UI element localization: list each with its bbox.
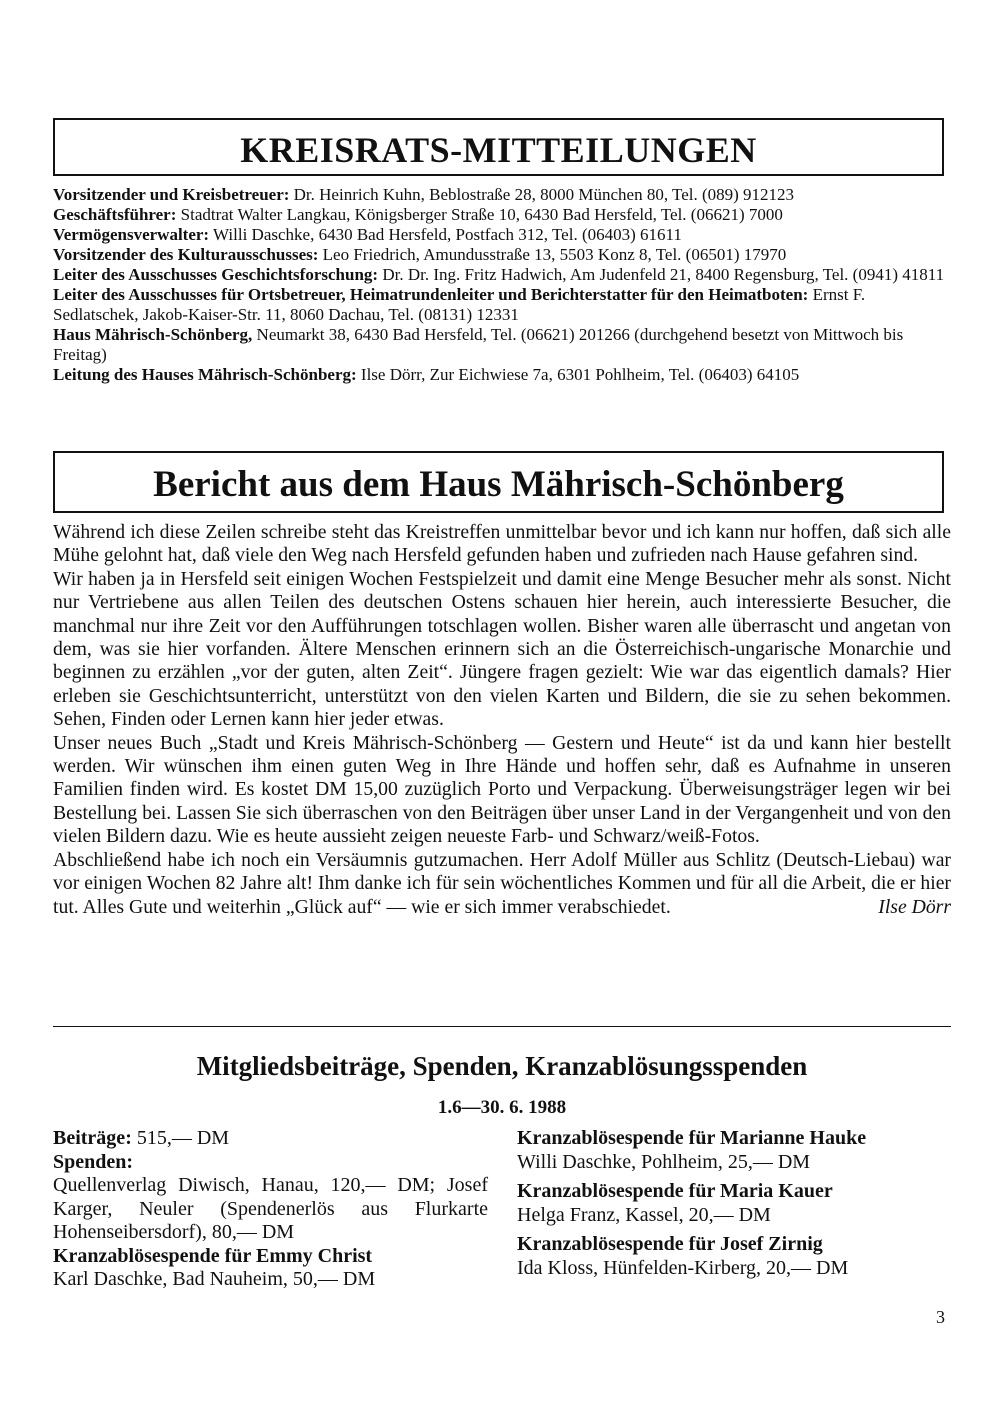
beitraege-line [53,1127,488,1151]
kranz-heading-text: Kranzablösespende für Marianne Hauke [517,1127,867,1149]
contact-text: Neumarkt 38, 6430 Bad Hersfeld, Tel. (06621) 201266 (durchgehend besetzt von Mittwoch bis Freitag) [53,325,904,364]
contact-text: Willi Daschke, 6430 Bad Hersfeld, Postfach 312, Tel. (06403) 61611 [213,225,682,244]
contact-role: Leiter des Ausschusses Geschichtsforschung: [53,265,379,284]
kranz-heading [517,1233,957,1257]
signature: Ilse Dörr [878,895,951,918]
article-title: Bericht aus dem Haus Mährisch-Schönberg [153,463,844,505]
contact-entry [53,205,953,225]
kranz-heading-text: Kranzablösespende für Emmy Christ [53,1244,373,1267]
contact-entry [53,325,953,365]
beitraege-value: 515,— DM [136,1127,230,1149]
beitraege-label: Beiträge: [53,1127,132,1149]
kranz-text: Willi Daschke, Pohlheim, 25,— DM [517,1150,811,1173]
spenden-text: Quellenverlag Diwisch, Hanau, 120,— DM; Josef Karger, Neuler (Spendenerlös aus Flurkarte Hohenseibersdorf), 80,— DM [53,1174,488,1243]
spenden-label: Spenden: [53,1150,134,1173]
section-header-bericht [53,451,944,513]
donations-left-column [53,1127,488,1292]
kranz-text: Ida Kloss, Hünfelden-Kirberg, 20,— DM [517,1256,849,1279]
contact-entry [53,285,953,325]
kranz-text: Helga Franz, Kassel, 20,— DM [517,1203,771,1226]
donations-right-column [517,1127,957,1280]
article-paragraph-text: Abschließend habe ich noch ein Versäumnis gutzumachen. Herr Adolf Müller aus Schlitz (Deutsch-Liebau) war vor einigen Wochen 82 Jahre alt! Ihm danke ich für sein wöchentliches Kommen und für all die Arbeit, die er hier tut. Alles Gute und weiterhin „Glück auf“ — wie er sich immer verabschiedet. [53,848,951,918]
contact-entry [53,225,953,245]
contact-entry [53,265,953,285]
page-title: KREISRATS-MITTEILUNGEN [240,130,757,170]
kranz-text: Karl Daschke, Bad Nauheim, 50,— DM [53,1268,376,1290]
contact-text: Stadtrat Walter Langkau, Königsberger Straße 10, 6430 Bad Hersfeld, Tel. (06621) 7000 [180,205,783,224]
contact-role: Leiter des Ausschusses für Ortsbetreuer, Heimatrundenleiter und Berichterstatter für den Heimatboten: [53,285,809,304]
contact-entry [53,185,953,205]
contact-list [53,185,953,385]
spenden-label-line [53,1151,488,1175]
contact-role: Haus Mährisch-Schönberg, [53,325,253,344]
article-paragraph: Während ich diese Zeilen schreibe steht das Kreistreffen unmittelbar bevor und ich kann nur hoffen, daß sich alle Mühe gelohnt hat, daß viele den Weg nach Hersfeld gefunden haben und zufrieden nach Hause gefahren sind. [53,521,951,567]
contact-text: Dr. Heinrich Kuhn, Beblostraße 28, 8000 München 80, Tel. (089) 912123 [293,185,795,204]
page-number: 3 [936,1307,945,1327]
contact-entry [53,245,953,265]
kranz-heading [517,1180,957,1204]
contact-entry [53,365,953,385]
contact-text: Ernst F. Sedlatschek, Jakob-Kaiser-Str. 11, 8060 Dachau, Tel. (08131) 12331 [53,285,866,324]
article-paragraph-last [53,849,951,919]
contact-text: Dr. Dr. Ing. Fritz Hadwich, Am Judenfeld 21, 8400 Regensburg, Tel. (0941) 41811 [382,265,945,284]
section-divider [53,1026,951,1027]
donations-title: Mitgliedsbeiträge, Spenden, Kranzablösungsspenden [196,1051,808,1081]
contact-role: Vorsitzender und Kreisbetreuer: [53,185,290,204]
contact-role: Geschäftsführer: [53,205,177,224]
contact-text: Leo Friedrich, Amundusstraße 13, 5503 Konz 8, Tel. (06501) 17970 [322,245,787,264]
contact-role: Vorsitzender des Kulturausschusses: [53,245,319,264]
article-paragraph: Unser neues Buch „Stadt und Kreis Mährisch-Schönberg — Gestern und Heute“ ist da und kann hier bestellt werden. Wir wünschen ihm einen guten Weg in Ihre Hände und hoffen sehr, daß es Aufnahme in unseren Familien finden wird. Es kostet DM 15,00 zuzüglich Porto und Verpackung. Überweisungsträger legen wir bei Bestellung bei. Lassen Sie sich überraschen von den Beiträgen über unser Land in der Vergangenheit und von den vielen Bildern dazu. Wie es heute aussieht zeigen neueste Farb- und Schwarz/weiß-Fotos. [53,731,951,848]
contact-role: Vermögensverwalter: [53,225,210,244]
kranz-heading-text: Kranzablösespende für Josef Zirnig [517,1233,823,1255]
contact-text: Ilse Dörr, Zur Eichwiese 7a, 6301 Pohlheim, Tel. (06403) 64105 [360,365,800,384]
section-header-kreisrats [53,118,944,176]
article-paragraph: Wir haben ja in Hersfeld seit einigen Wochen Festspielzeit und damit eine Menge Besucher mehr als sonst. Nicht nur Vertriebene aus allen Teilen des deutschen Ostens schauen hier herein, auch interessierte Besucher, die manchmal nur ihre Zeit vor den Aufführungen totschlagen wollen. Bisher waren alle überrascht und angetan von dem, was sie hier vorfanden. Ältere Menschen erinnern sich an die Österreichisch-ungarische Monarchie und beginnen zu erzählen „vor der guten, alten Zeit“. Jüngere fragen gezielt: Wie war das eigentlich damals? Hier erleben sie Geschichtsunterricht, unterstützt von den vielen Karten und Bildern, die sie zu sehen bekommen. Sehen, Finden oder Lernen kann hier jeder etwas. [53,567,951,731]
donations-period: 1.6—30. 6. 1988 [437,1097,567,1118]
contact-role: Leitung des Hauses Mährisch-Schönberg: [53,365,357,384]
kranz-heading [517,1127,957,1151]
kranz-heading [53,1245,488,1269]
kranz-heading-text: Kranzablösespende für Maria Kauer [517,1180,833,1202]
article-body [53,521,951,919]
